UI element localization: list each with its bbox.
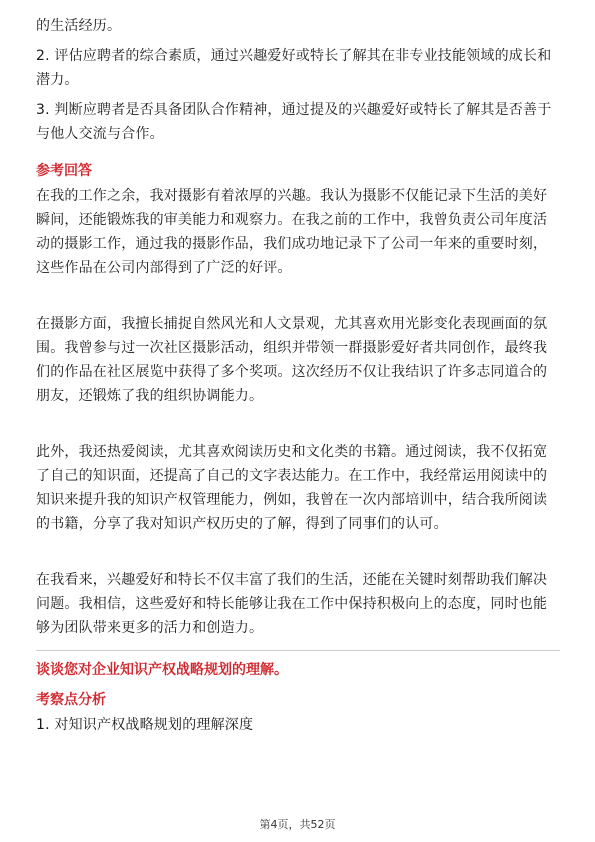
- intro-line: 的生活经历。: [36, 18, 122, 34]
- answer-paragraph: 在我看来，兴趣爱好和特长不仅丰富了我们的生活，还能在关键时刻帮助我们解决问题。我相信，这些爱好和特长能够让我在工作中保持积极向上的态度，同时也能够为团队带来更多的活力和创造力。: [36, 572, 548, 636]
- document-page: [36, 14, 560, 737]
- answer-paragraph: 在我的工作之余，我对摄影有着浓厚的兴趣。我认为摄影不仅能记录下生活的美好瞬间，还能锻炼我的审美能力和观察力。在我之前的工作中，我曾负责公司年度活动的摄影工作，通过我的摄影作品，我们成功地记录下了公司一年来的重要时刻，这些作品在公司内部得到了广泛的好评。: [36, 188, 548, 276]
- answer-paragraph: 在摄影方面，我擅长捕捉自然风光和人文景观，尤其喜欢用光影变化表现画面的氛围。我曾参与过一次社区摄影活动，组织并带领一群摄影爱好者共同创作，最终我们的作品在社区展览中获得了多个奖项。这次经历不仅让我结识了许多志同道合的朋友，还锻炼了我的组织协调能力。: [36, 316, 548, 404]
- analysis-item: 1. 对知识产权战略规划的理解深度: [36, 717, 254, 733]
- intro-line: 3. 判断应聘者是否具备团队合作精神，通过提及的兴趣爱好或特长了解其是否善于与他人交流与合作。: [36, 102, 552, 142]
- intro-line: 2. 评估应聘者的综合素质，通过兴趣爱好或特长了解其在非专业技能领域的成长和潜力。: [36, 48, 552, 88]
- analysis-heading: 考察点分析: [36, 692, 106, 708]
- section-divider: [36, 650, 560, 651]
- question-heading: 谈谈您对企业知识产权战略规划的理解。: [36, 662, 288, 678]
- page-footer: 第4页，共52页: [259, 818, 336, 831]
- answer-heading: 参考回答: [36, 163, 92, 179]
- answer-paragraph: 此外，我还热爱阅读，尤其喜欢阅读历史和文化类的书籍。通过阅读，我不仅拓宽了自己的知识面，还提高了自己的文字表达能力。在工作中，我经常运用阅读中的知识来提升我的知识产权管理能力，例如，我曾在一次内部培训中，结合我所阅读的书籍，分享了我对知识产权历史的了解，得到了同事们的认可。: [36, 444, 548, 532]
